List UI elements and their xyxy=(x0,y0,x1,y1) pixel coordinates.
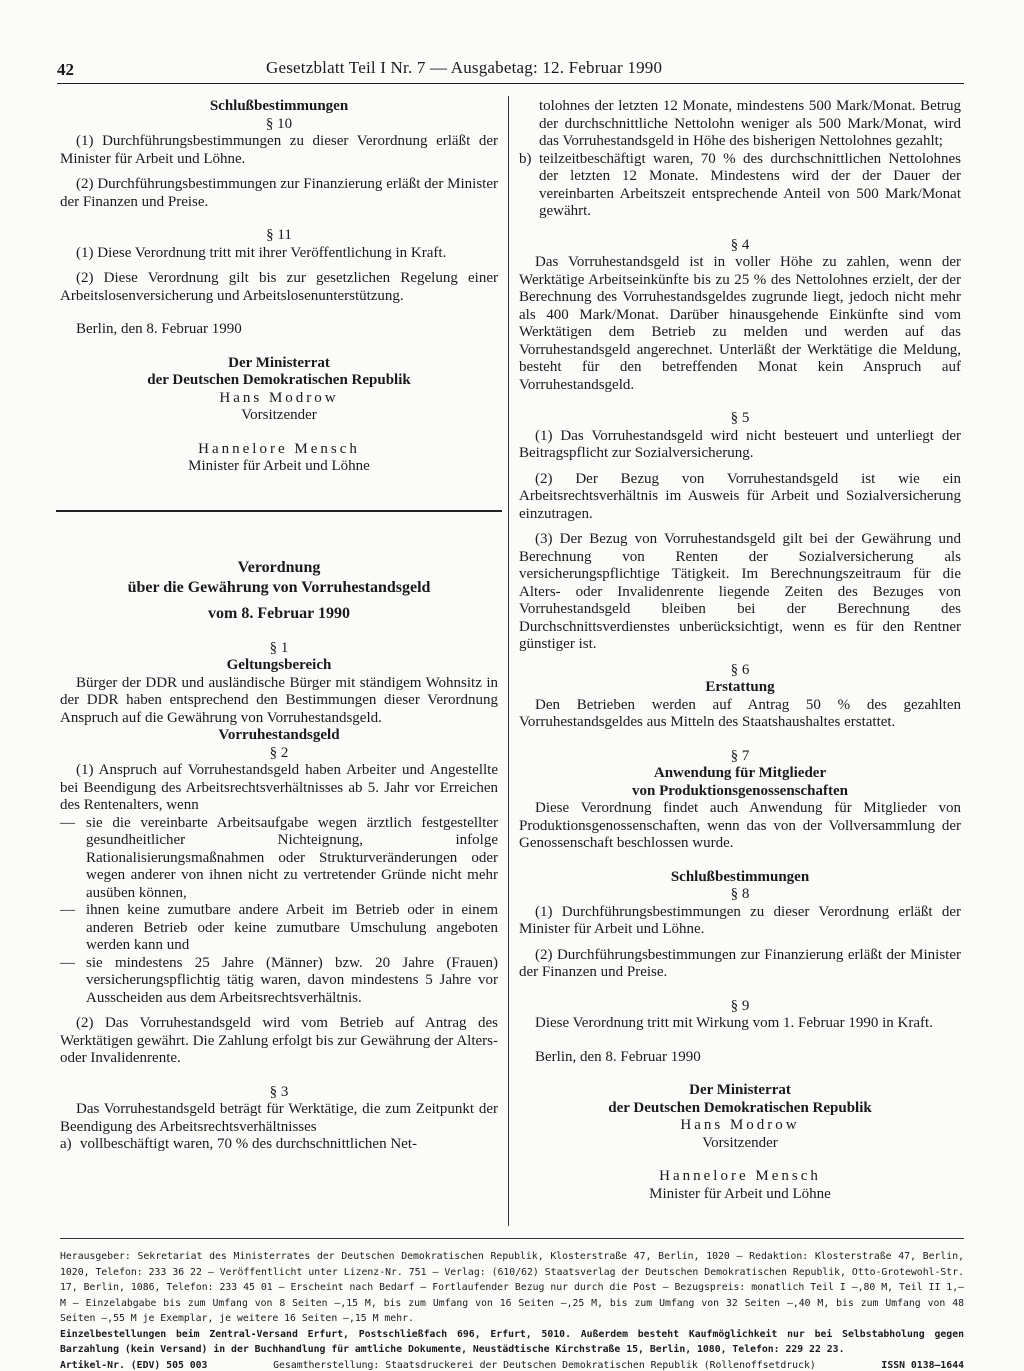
left-column xyxy=(60,98,498,1154)
paragraph-text: (1) Durchführungsbestimmungen zu dieser Verordnung erläßt der Minister für Arbeit und Löhne. xyxy=(519,903,961,937)
paragraph-text: (2) Durchführungsbestimmungen zur Finanzierung erläßt der Minister der Finanzen und Preise. xyxy=(60,176,498,210)
right-column xyxy=(519,98,961,1203)
list-item-text: sie mindestens 25 Jahre (Männer) bzw. 20 Jahre (Frauen) versicherungspflichtig tätig waren, davon mindestens 5 Jahre vor Ausscheiden aus dem Arbeitsrechtsverhältnis. xyxy=(86,954,498,1006)
paragraph-number: § 8 xyxy=(730,886,750,902)
paragraph-number: § 4 xyxy=(730,236,750,253)
imprint-last-line xyxy=(60,1358,964,1371)
document-title: Verordnung xyxy=(237,558,321,576)
signature-role: Vorsitzender xyxy=(241,407,317,423)
paragraph-text: Das Vorruhestandsgeld ist in voller Höhe zu zahlen, wenn der Werktätige Arbeitseinkünfte bis zu 25 % des Nettolohnes erzielt, der der Berechnung des Vorruhestandsgeldes zugrunde liegt, jedoch nicht mehr als 400 Mark/Monat. Darüber hinausgehende Einkünfte sind vom Werktätigen dem Betrieb zu melden und werden auf das Vorruhestandsgeld angerechnet. Unterläßt der Werktätige die Meldung, besteht für den betreffenden Monat kein Anspruch auf Vorruhestandsgeld. xyxy=(519,254,961,393)
section-heading: Erstattung xyxy=(705,679,775,695)
section-heading: Anwendung für Mitglieder xyxy=(653,765,827,781)
signature-organization: der Deutschen Demokratischen Republik xyxy=(147,372,411,388)
paragraph-text: (3) Der Bezug von Vorruhestandsgeld gilt bei der Gewährung und Berechnung von Renten der Sozialversicherung als versicherungspflichtige Tätigkeit. Im Berechnungszeitraum für die Alters- oder Invalidenrente liegende Zeiten des Bezuges von Vorruhestandsgeld bleiben bei der Berechnung des Durchschnittsverdienstes unberücksichtigt, wenn es für den Rentner günstiger ist. xyxy=(519,531,961,652)
signature-organization: Der Ministerrat xyxy=(228,354,330,371)
document-date: vom 8. Februar 1990 xyxy=(208,604,350,622)
list-item-text: tolohnes der letzten 12 Monate, mindestens 500 Mark/Monat. Betrug der durchschnittliche Nettolohn weniger als 500 Mark/Monat, wird das Vorruhestandsgeld in Höhe des bisherigen Nettolohnes gezahlt; xyxy=(539,98,961,149)
paragraph-text: (2) Diese Verordnung gilt bis zur gesetzlichen Regelung einer Arbeitslosenversicherung und Arbeitslosenunterstützung. xyxy=(60,270,498,304)
list-item-text: sie die vereinbarte Arbeitsaufgabe wegen ärztlich festgestellter gesundheitlicher Nichteignung, infolge Rationalisierungsmaßnahmen oder Strukturveränderungen oder wegen anderer von ihnen nicht zu vertretender Gründe nicht mehr ausüben können, xyxy=(86,814,498,901)
paragraph-number: § 3 xyxy=(269,1083,289,1100)
list-marker: a) xyxy=(60,1136,72,1152)
paragraph-number: § 7 xyxy=(730,747,750,764)
section-heading: Geltungsbereich xyxy=(226,657,332,673)
dash-marker: — xyxy=(60,902,75,918)
paragraph-text: (1) Diese Verordnung tritt mit ihrer Veröffentlichung in Kraft. xyxy=(76,244,447,261)
paragraph-text: Den Betrieben werden auf Antrag 50 % des gezahlten Vorruhestandsgeldes aus Mitteln des Staatshaushaltes erstattet. xyxy=(519,696,961,730)
dash-marker: — xyxy=(60,814,75,831)
dash-marker: — xyxy=(60,954,75,971)
list-item xyxy=(519,151,961,221)
date-line: Berlin, den 8. Februar 1990 xyxy=(76,321,242,337)
signature-name: Hannelore Mensch xyxy=(198,440,360,457)
list-item xyxy=(60,902,498,955)
paragraph-text: (1) Anspruch auf Vorruhestandsgeld haben Arbeiter und Angestellte bei Beendigung des Arbeitsrechtsverhältnisses ab 5. Jahr vor Erreichen des Rentenalters, wenn xyxy=(60,762,498,813)
document-title: über die Gewährung von Vorruhestandsgeld xyxy=(127,578,431,596)
paragraph-text: (2) Durchführungsbestimmungen zur Finanzierung erläßt der Minister der Finanzen und Preise. xyxy=(519,946,961,980)
paragraph-text: (1) Durchführungsbestimmungen zu dieser Verordnung erläßt der Minister für Arbeit und Löhne. xyxy=(60,133,498,167)
header-rule xyxy=(57,83,964,84)
printer-info: Gesamtherstellung: Staatsdruckerei der Deutschen Demokratischen Republik (Rollenoffsetdruck) xyxy=(273,1359,816,1371)
paragraph-text: Diese Verordnung tritt mit Wirkung vom 1. Februar 1990 in Kraft. xyxy=(535,1015,933,1031)
list-item xyxy=(60,955,498,1008)
list-item-text: teilzeitbeschäftigt waren, 70 % des durchschnittlichen Nettolohnes der letzten 12 Monate. Mindestens wird der der Dauer der vereinbarten Arbeitszeit entsprechende Anteil von 500 Mark/Monat gewährt. xyxy=(539,150,961,219)
running-title: Gesetzblatt Teil I Nr. 7 — Ausgabetag: 12. Februar 1990 xyxy=(266,58,663,77)
signature-name: Hans Modrow xyxy=(680,1117,800,1133)
paragraph-number: § 6 xyxy=(730,661,750,678)
paragraph-number: § 10 xyxy=(265,115,293,132)
page-number: 42 xyxy=(57,60,74,79)
paragraph-number: § 2 xyxy=(269,744,289,761)
section-heading: Schlußbestimmungen xyxy=(209,98,349,114)
date-line: Berlin, den 8. Februar 1990 xyxy=(535,1048,701,1065)
paragraph-text: (2) Der Bezug von Vorruhestandsgeld ist wie ein Arbeitsrechtsverhältnis im Ausweis für Arbeit und Sozialversicherung einzutragen. xyxy=(519,470,961,522)
signature-role: Minister für Arbeit und Löhne xyxy=(649,1185,831,1202)
section-heading: Vorruhestandsgeld xyxy=(218,727,340,743)
paragraph-number: § 5 xyxy=(730,410,750,426)
paragraph-text: Das Vorruhestandsgeld beträgt für Werktätige, die zum Zeitpunkt der Beendigung des Arbeitsrechtsverhältnisses xyxy=(60,1101,498,1135)
paragraph-text: (2) Das Vorruhestandsgeld wird vom Betrieb auf Antrag des Werktätigen gewährt. Die Zahlung erfolgt bis zur Gewährung der Alters- oder Invalidenrente. xyxy=(60,1015,498,1066)
paragraph-number: § 9 xyxy=(730,997,750,1014)
section-heading: Schlußbestimmungen xyxy=(670,868,810,885)
list-item xyxy=(60,815,498,903)
list-item-text: ihnen keine zumutbare andere Arbeit im Betrieb oder in einem anderen Betrieb oder keine zumutbare Umschulung angeboten werden kann und xyxy=(86,902,498,953)
issn: ISSN 0138–1644 xyxy=(881,1359,964,1371)
list-item-text: vollbeschäftigt waren, 70 % des durchschnittlichen Net- xyxy=(80,1136,417,1152)
imprint-text: Herausgeber: Sekretariat des Ministerrates der Deutschen Demokratischen Republik, Klosterstraße 47, Berlin, 1020 – Redaktion: Klosterstraße 47, Berlin, 1020, Telefon: 233 36 22 – Veröffentlicht unter Lizenz-Nr. 751 – Verlag: (610/62) Staatsverlag der Deutschen Demokratischen Republik, Otto-Grotewohl-Str. 17, Berlin, 1086, Telefon: 233 45 01 – Erscheint nach Bedarf – Fortlaufender Bezug nur durch die Post – Bezugspreis: monatlich Teil I –,80 M, Teil II 1,– M – Einzelabgabe bis zum Umfang von 8 Seiten –,15 M, bis zum Umfang von 16 Seiten –,25 M, bis zum Umfang von 32 Seiten –,40 M, bis zum Umfang von 48 Seiten –,55 M je Exemplar, je weitere 16 Seiten –,15 M mehr. xyxy=(60,1251,964,1324)
column-divider xyxy=(508,96,509,1226)
paragraph-text: Bürger der DDR und ausländische Bürger mit ständigem Wohnsitz in der DDR haben entsprechend den Bestimmungen dieser Verordnung Anspruch auf die Gewährung von Vorruhestandsgeld. xyxy=(60,674,498,726)
signature-role: Minister für Arbeit und Löhne xyxy=(188,458,370,474)
paragraph-text: (1) Das Vorruhestandsgeld wird nicht besteuert und unterliegt der Beitragspflicht zur Sozialversicherung. xyxy=(519,427,961,461)
article-number: Artikel-Nr. (EDV) 505 003 xyxy=(60,1359,208,1371)
imprint-footer xyxy=(60,1238,964,1371)
signature-organization: der Deutschen Demokratischen Republik xyxy=(608,1099,872,1116)
signature-name: Hannelore Mensch xyxy=(659,1168,821,1184)
list-marker: b) xyxy=(519,150,532,167)
paragraph-number: § 1 xyxy=(269,639,289,656)
list-item xyxy=(60,1136,498,1154)
paragraph-number: § 11 xyxy=(266,227,292,243)
signature-organization: Der Ministerrat xyxy=(689,1082,791,1098)
list-item xyxy=(519,98,961,151)
signature-role: Vorsitzender xyxy=(702,1134,778,1151)
signature-name: Hans Modrow xyxy=(219,389,339,406)
paragraph-text: Diese Verordnung findet auch Anwendung für Mitglieder von Produktionsgenossenschaften, wenn das von der Vollversammlung der Genossenschaft beschlossen wurde. xyxy=(519,800,961,851)
section-heading: von Produktionsgenossenschaften xyxy=(631,782,848,799)
order-info: Einzelbestellungen beim Zentral-Versand Erfurt, Postschließfach 696, Erfurt, 5010. Außerdem besteht Kaufmöglichkeit nur bei Selbstabholung gegen Barzahlung (kein Versand) in der Buchhandlung für amtliche Dokumente, Neustädtische Kirchstraße 15, Berlin, 1080, Telefon: 229 22 23. xyxy=(60,1328,964,1355)
